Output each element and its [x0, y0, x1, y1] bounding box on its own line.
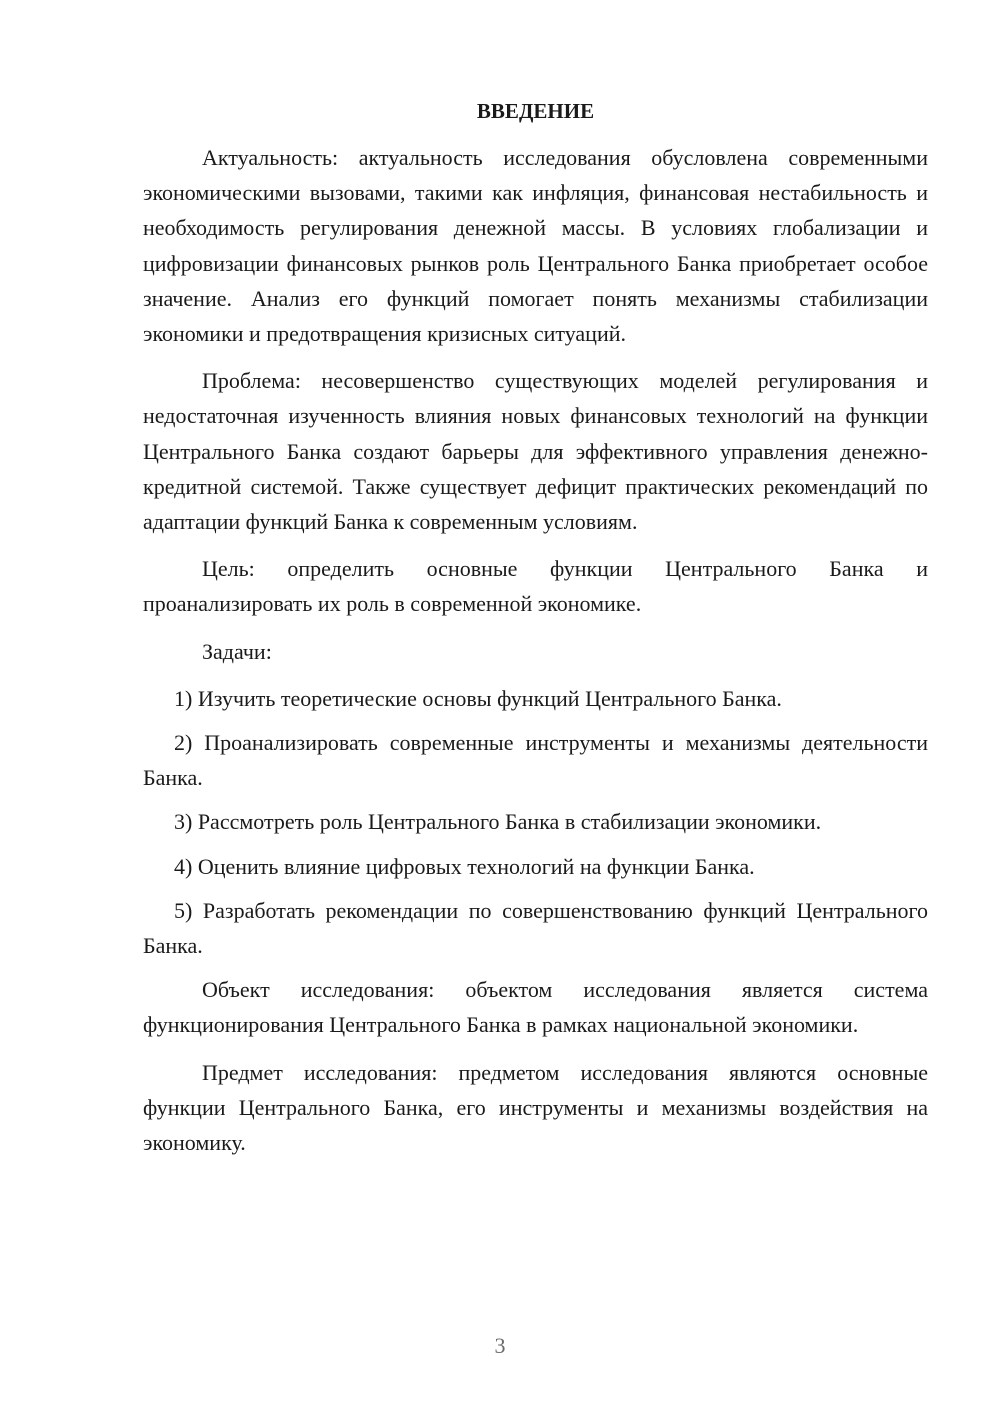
- document-page: [143, 94, 928, 1172]
- task-item: 3) Рассмотреть роль Центрального Банка в стабилизации экономики.: [174, 809, 822, 835]
- task-item: 2) Проанализировать современные инструменты и механизмы деятельности Банка.: [143, 730, 928, 791]
- tasks-heading: Задачи:: [202, 638, 272, 664]
- page-number: 3: [494, 1333, 506, 1358]
- task-item: 4) Оценить влияние цифровых технологий на функции Банка.: [174, 853, 755, 879]
- task-item: 5) Разработать рекомендации по совершенствованию функций Центрального Банка.: [143, 897, 928, 959]
- relevance-paragraph: Актуальность: актуальность исследования обусловлена современными экономическими вызовами, такими как инфляция, финансовая нестабильность и необходимость регулирования денежной массы. В условиях глобализации и цифровизации финансовых рынков роль Центрального Банка приобретает особое значение. Анализ его функций помогает понять механизмы стабилизации экономики и предотвращения кризисных ситуаций.: [143, 145, 928, 347]
- task-item: 1) Изучить теоретические основы функций Центрального Банка.: [174, 685, 782, 711]
- object-paragraph: Объект исследования: объектом исследования является система функционирования Центрального Банка в рамках национальной экономики.: [143, 977, 928, 1038]
- subject-paragraph: Предмет исследования: предметом исследования являются основные функции Центрального Банка, его инструменты и механизмы воздействия на экономику.: [143, 1059, 928, 1156]
- goal-paragraph: Цель: определить основные функции Центрального Банка и проанализировать их роль в современной экономике.: [143, 556, 928, 617]
- tasks-list: [143, 681, 928, 963]
- section-title: ВВЕДЕНИЕ: [476, 99, 595, 123]
- problem-paragraph: Проблема: несовершенство существующих моделей регулирования и недостаточная изученность влияния новых финансовых технологий на функции Центрального Банка создают барьеры для эффективного управления денежно-кредитной системой. Также существует дефицит практических рекомендаций по адаптации функций Банка к современным условиям.: [143, 368, 928, 535]
